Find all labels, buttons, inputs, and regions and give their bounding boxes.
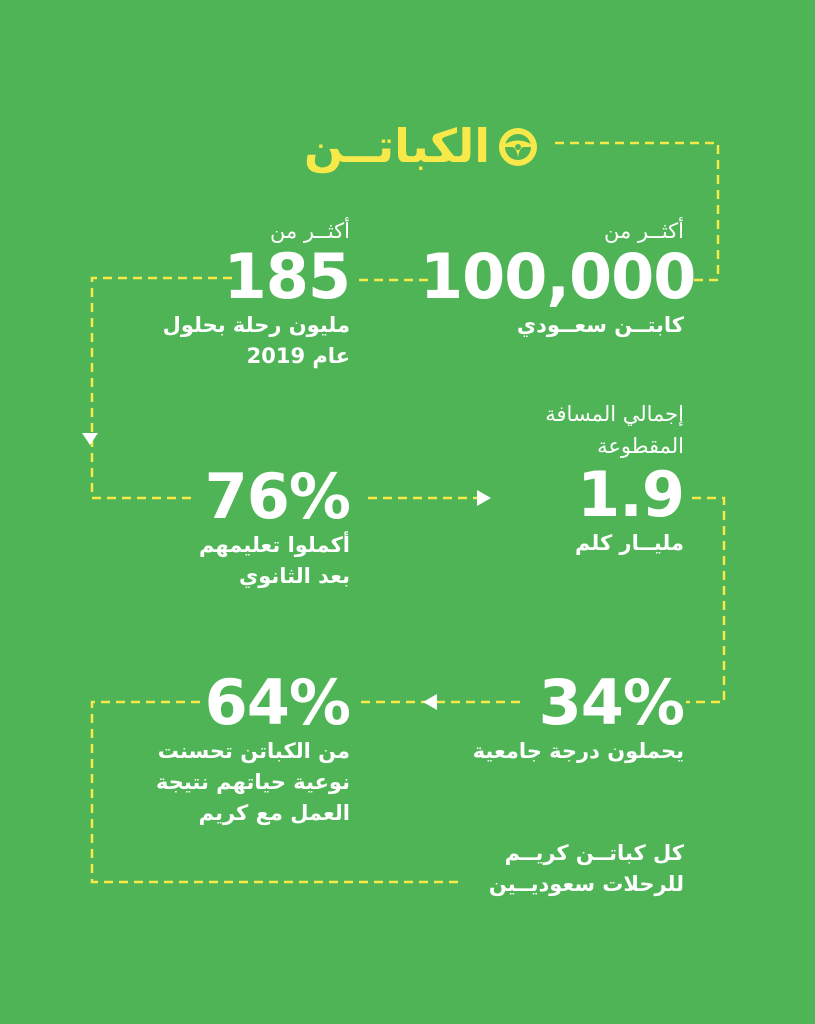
stat-trips-desc-1: مليون رحلة بحلول — [162, 313, 350, 337]
stat-distance-prefix-2: المقطوعة — [597, 434, 684, 458]
steering-wheel-icon — [498, 127, 538, 167]
stat-captains-value: 100,000 — [420, 240, 696, 313]
stat-quality-value: 64% — [204, 666, 350, 739]
stat-captains-prefix: أكثــر من — [604, 219, 684, 243]
stat-secondary-desc-2: بعد الثانوي — [238, 564, 350, 588]
stat-saudi-desc-2: للرحلات سعوديــين — [488, 872, 684, 896]
page-title: الكباتــن — [304, 119, 490, 173]
stat-saudi — [450, 838, 684, 900]
stat-distance-value: 1.9 — [577, 458, 684, 531]
stat-degree-value: 34% — [538, 666, 684, 739]
stat-degree — [430, 666, 684, 767]
stat-quality-desc-1: من الكباتن تحسنت — [157, 739, 350, 763]
stat-secondary-desc-1: أكملوا تعليمهم — [198, 533, 350, 557]
stat-trips-prefix: أكثــر من — [270, 219, 350, 243]
stat-quality — [120, 666, 350, 829]
stat-secondary-value: 76% — [204, 460, 350, 533]
stat-distance-prefix-1: إجمالي المسافة — [545, 402, 684, 426]
stat-captains-desc: كابتــن سعــودي — [516, 313, 684, 337]
stat-trips-desc-2: عام 2019 — [246, 344, 350, 368]
stat-degree-desc: يحملون درجة جامعية — [472, 739, 684, 763]
stat-distance — [470, 398, 684, 559]
stat-trips-value: 185 — [223, 240, 350, 313]
stat-quality-desc-3: العمل مع كريم — [198, 801, 350, 825]
stat-quality-desc-2: نوعية حياتهم نتيجة — [155, 770, 350, 794]
stat-distance-desc: مليــار كلم — [574, 531, 684, 555]
stat-captains — [420, 218, 696, 341]
path-segment-distance-to-right — [686, 498, 724, 702]
header — [280, 118, 550, 178]
arrow-down-icon — [82, 433, 98, 445]
stat-secondary — [140, 460, 350, 592]
stat-saudi-desc-1: كل كباتــن كريــم — [504, 841, 684, 865]
stat-trips — [150, 218, 350, 372]
